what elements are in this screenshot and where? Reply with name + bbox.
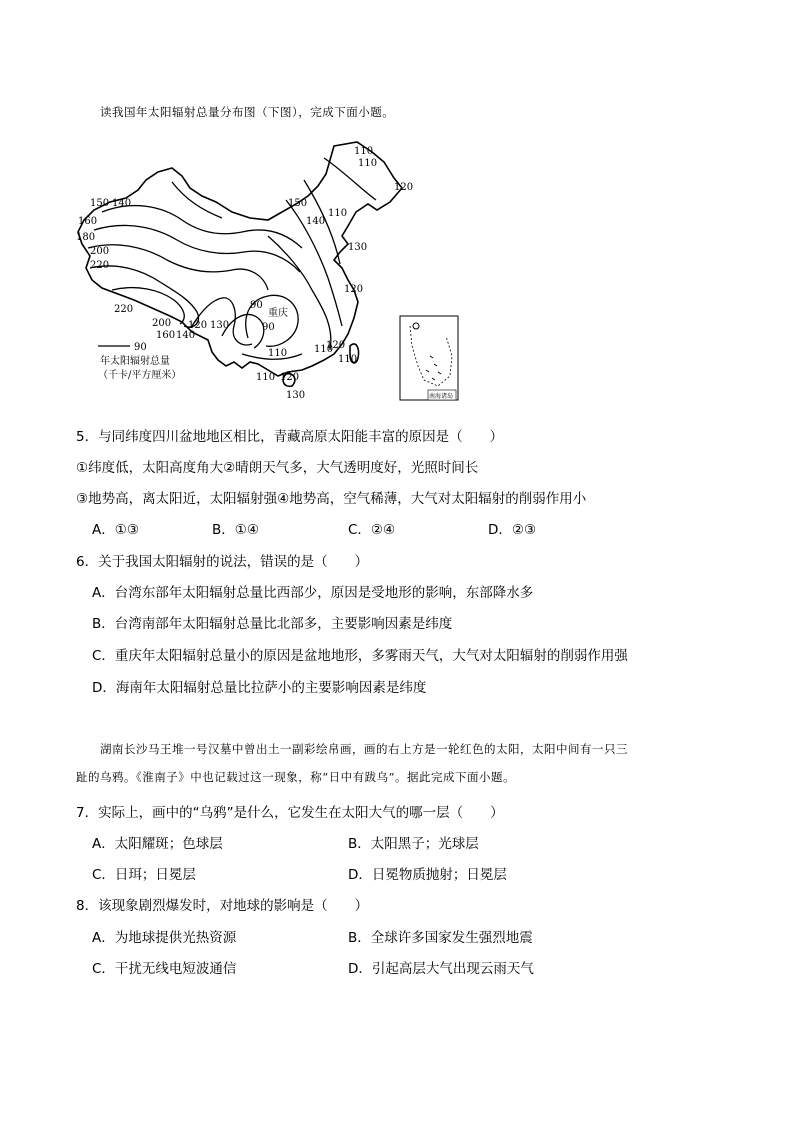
- question-5-statement-2: ③地势高，离太阳近，太阳辐射强④地势高，空气稀薄，大气对太阳辐射的削弱作用小: [76, 491, 587, 507]
- city-label-chongqing: 重庆: [268, 308, 288, 319]
- iso-label: 150: [288, 198, 308, 209]
- intro-text-1: 读我国年太阳辐射总量分布图（下图），完成下面小题。: [100, 105, 395, 119]
- question-5-option-c[interactable]: C．②④: [348, 522, 396, 538]
- isoline: [88, 245, 268, 290]
- iso-label: 220: [90, 260, 110, 271]
- iso-label: 120: [188, 320, 208, 331]
- iso-label: 140: [306, 216, 326, 227]
- iso-label: 130: [286, 390, 306, 401]
- question-7-option-c[interactable]: C．日珥；日冕层: [92, 867, 196, 883]
- iso-label: 130: [348, 242, 368, 253]
- iso-label: 90: [250, 300, 263, 311]
- isoline: [172, 182, 222, 218]
- question-8-option-c[interactable]: C．干扰无线电短波通信: [92, 961, 237, 977]
- question-6-option-b[interactable]: B．台湾南部年太阳辐射总量比北部多，主要影响因素是纬度: [92, 616, 453, 632]
- question-8-option-d[interactable]: D．引起高层大气出现云雨天气: [348, 961, 534, 977]
- iso-label: 130: [210, 320, 230, 331]
- iso-label: 120: [394, 182, 414, 193]
- question-6-option-d[interactable]: D．海南年太阳辐射总量比拉萨小的主要影响因素是纬度: [92, 680, 427, 696]
- iso-label: 220: [114, 304, 134, 315]
- question-5-option-a[interactable]: A．①③: [92, 522, 139, 538]
- question-6-stem: 6．关于我国太阳辐射的说法，错误的是（ ）: [76, 554, 369, 570]
- question-6-option-a[interactable]: A．台湾东部年太阳辐射总量比西部少，原因是受地形的影响，东部降水多: [92, 585, 534, 601]
- iso-label: 110: [256, 372, 276, 383]
- iso-label: 180: [76, 232, 96, 243]
- iso-label: 110: [314, 344, 334, 355]
- isoline: [268, 236, 331, 350]
- iso-label: 120: [280, 372, 300, 383]
- isoline: [90, 266, 199, 327]
- question-8-stem: 8．该现象剧烈爆发时，对地球的影响是（ ）: [76, 898, 369, 914]
- iso-label: 140: [176, 330, 196, 341]
- iso-label: 160: [78, 216, 98, 227]
- iso-label: 110: [268, 348, 288, 359]
- question-7-option-d[interactable]: D．日冕物质抛射；日冕层: [348, 867, 507, 883]
- iso-label: 150: [90, 198, 110, 209]
- iso-label: 120: [326, 340, 346, 351]
- question-6-option-c[interactable]: C．重庆年太阳辐射总量小的原因是盆地地形，多雾雨天气，大气对太阳辐射的削弱作用强: [92, 648, 628, 664]
- intro-text-2-line-1: 湖南长沙马王堆一号汉墓中曾出土一副彩绘帛画，画的右上方是一轮红色的太阳，太阳中间有一只三: [100, 742, 628, 756]
- iso-label: 110: [338, 354, 358, 365]
- intro-text-2-line-2: 趾的乌鸦。《淮南子》中也记载过这一现象，称“日中有跋乌”。据此完成下面小题。: [76, 770, 516, 784]
- iso-label: 110: [358, 158, 378, 169]
- legend-unit: （千卡/平方厘米）: [98, 370, 182, 381]
- iso-label: 200: [152, 318, 172, 329]
- legend-title: 年太阳辐射总量: [100, 356, 170, 367]
- question-5-option-d[interactable]: D．②③: [488, 522, 537, 538]
- inset-box: [400, 316, 458, 400]
- inset-label: 南海诸岛: [429, 393, 454, 400]
- question-5-option-b[interactable]: B．①④: [212, 522, 259, 538]
- isoline: [102, 206, 302, 248]
- question-5-statement-1: ①纬度低，太阳高度角大②晴朗天气多，大气透明度好，光照时间长: [76, 460, 479, 476]
- solar-radiation-map: [72, 140, 472, 408]
- isoline: [94, 225, 300, 272]
- legend-value: 90: [134, 342, 147, 353]
- iso-label: 110: [354, 146, 374, 157]
- iso-label: 140: [112, 198, 132, 209]
- iso-label: 120: [344, 284, 364, 295]
- question-7-stem: 7．实际上，画中的“乌鸦”是什么，它发生在太阳大气的哪一层（ ）: [76, 805, 504, 821]
- question-7-option-b[interactable]: B．太阳黑子；光球层: [348, 836, 479, 852]
- question-7-option-a[interactable]: A．太阳耀斑；色球层: [92, 836, 223, 852]
- question-8-option-b[interactable]: B．全球许多国家发生强烈地震: [348, 930, 533, 946]
- iso-label: 90: [262, 322, 275, 333]
- question-8-option-a[interactable]: A．为地球提供光热资源: [92, 930, 237, 946]
- question-5-stem: 5．与同纬度四川盆地地区相比，青藏高原太阳能丰富的原因是（ ）: [76, 429, 504, 445]
- iso-label: 200: [90, 246, 110, 257]
- map-china-outline: [78, 142, 402, 376]
- iso-label: 110: [328, 208, 348, 219]
- iso-label: 160: [156, 330, 176, 341]
